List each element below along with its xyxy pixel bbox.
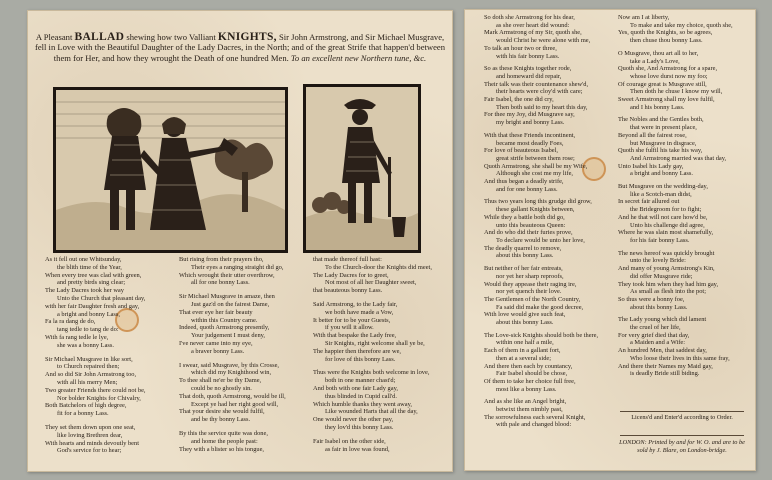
- verse-line: The happier then therefore are we,: [313, 347, 401, 355]
- verse-line: Indeed, quoth Armstrong presently,: [179, 324, 270, 332]
- verse-line: Like wounded Harts that all the day,: [325, 408, 418, 416]
- ballad-column-2: [179, 256, 301, 459]
- stanza: [313, 369, 435, 431]
- tune-note: To an excellent new Northern tune, &c.: [290, 52, 427, 63]
- title-shewing: shewing how two Valliant: [124, 32, 218, 42]
- verse-line: For love of beauteous Isabel,: [484, 147, 559, 155]
- verse-line: Fair Isabel, the one did cry,: [484, 96, 554, 104]
- verse-line: Of courage great is Musgrave still,: [618, 80, 707, 88]
- verse-line: I've never came into my eye,: [179, 339, 253, 347]
- ballad-sheet-right: [464, 9, 756, 471]
- verse-line: my bright and bonny Lass.: [496, 119, 565, 127]
- verse-line: For very grief died that day,: [618, 331, 690, 339]
- verse-line: Quoth Armstrong, she shall be my Wife,: [484, 162, 588, 170]
- verse-line: Beyond all the fairest rose,: [618, 131, 687, 139]
- verse-line: Just gaz'd on the fairest Dame,: [191, 300, 270, 308]
- verse-line: could be no ghostly sin.: [191, 384, 252, 392]
- verse-line: With hearts and minds devoutly bent: [45, 439, 139, 447]
- stanza: [484, 132, 612, 194]
- imprint-rule: [620, 435, 744, 436]
- verse-line: and I his bonny Lass.: [630, 103, 685, 111]
- stanza: [179, 362, 301, 424]
- continuation-column-2: [618, 14, 746, 383]
- woodcut-couple-illustration: [56, 90, 285, 250]
- verse-line: Two greater Friends there could not be,: [45, 386, 146, 394]
- verse-line: Said Armstrong, to the Lady fair,: [313, 300, 398, 308]
- verse-line: and home the people past:: [191, 437, 258, 445]
- stanza: [618, 50, 746, 112]
- verse-line: both in one manner chast'd;: [325, 377, 396, 385]
- verse-line: To make and take my choice, quoth she,: [630, 21, 733, 29]
- verse-line: with all his merry Men;: [57, 378, 118, 386]
- stanza: [484, 198, 612, 260]
- verse-line: and for one bonny Lass.: [496, 185, 558, 193]
- verse-line: And there their Names my Maid gay,: [618, 362, 713, 370]
- verse-line: One would never the other pay,: [313, 416, 394, 424]
- woodcut-couple: [53, 87, 288, 253]
- verse-line: Fair Isabel on the other side,: [313, 437, 386, 445]
- verse-line: we both have made a Vow,: [325, 308, 394, 316]
- verse-line: Their talk was their countenance shew'd,: [484, 80, 589, 88]
- verse-line: Nor bolder Knights for Chivalry,: [57, 394, 141, 402]
- stanza: [45, 424, 167, 455]
- verse-line: Of them to take her choice full free,: [484, 377, 576, 385]
- stanza: [45, 256, 167, 350]
- verse-line: that beauteous bonny Lass.: [313, 287, 383, 295]
- verse-line: In secret fair allured out: [618, 198, 680, 206]
- stanza: [484, 14, 612, 60]
- woodcut-knight-illustration: [306, 87, 418, 250]
- ballad-sheet-left: [27, 10, 453, 472]
- verse-line: a bright and bonny Lass,: [57, 310, 121, 318]
- verse-line: Quoth she fulfil his take his way,: [618, 147, 703, 155]
- verse-line: O Musgrave, thou art all to her,: [618, 49, 699, 57]
- verse-line: While they a battle both did go,: [484, 213, 565, 221]
- stanza: [484, 398, 612, 429]
- verse-line: to Church repaired then;: [57, 363, 120, 371]
- verse-line: the Bridegroom for to fight;: [630, 206, 702, 214]
- verse-line: Fa said did make the good decree,: [496, 303, 584, 311]
- title-ballad-word: BALLAD: [74, 31, 125, 43]
- verse-line: tang tedle to tang de do:: [57, 326, 119, 334]
- verse-line: as fair in love was found,: [325, 445, 390, 453]
- stanza: [618, 116, 746, 178]
- verse-line: Unto his challenge did agree,: [630, 221, 705, 229]
- verse-line: Fa la ra dang de do,: [45, 318, 96, 326]
- stanza: [179, 293, 301, 355]
- verse-line: For thee my Joy, did Musgrave say,: [484, 111, 575, 119]
- title-knights-word: KNIGHTS,: [217, 31, 277, 43]
- verse-line: Now am I at liberty,: [618, 14, 670, 21]
- ballad-column-3: [313, 256, 435, 459]
- verse-line: That doth, quoth Armstrong, would be ill,: [179, 392, 286, 400]
- verse-line: a braver bonny Lass.: [191, 347, 245, 355]
- verse-line: The Nobles and the Gentles both,: [618, 116, 704, 124]
- verse-line: And both with one fair Lady gay,: [313, 384, 398, 392]
- verse-line: did offer Musgrave ride;: [630, 272, 693, 280]
- verse-line: and homeward did repair,: [496, 72, 562, 80]
- verse-line: The Gentlemen of the North Country,: [484, 295, 581, 303]
- verse-line: thus blinded in Cupid call'd.: [325, 392, 397, 400]
- verse-line: Would they appease their raging ire,: [484, 280, 577, 288]
- verse-line: They with a blister so his tongue,: [179, 445, 265, 453]
- stanza: [618, 316, 746, 378]
- verse-line: became most deadly Foes,: [496, 139, 564, 147]
- verse-line: the blith time of the Year,: [57, 263, 122, 271]
- verse-line: unto the lovely Bride:: [630, 257, 686, 265]
- verse-line: And do who did their furies prove,: [484, 229, 573, 237]
- verse-line: I swear, said Musgrave, by this Crosse,: [179, 361, 280, 369]
- verse-line: unto this beauteous Queen:: [496, 221, 566, 229]
- verse-line: most like a bonny Lass.: [496, 385, 557, 393]
- verse-line: By this the service quite was done,: [179, 429, 268, 437]
- verse-line: Thus were the Knights both welcome in love,: [313, 369, 430, 377]
- verse-line: a Maiden and a Wife:: [630, 339, 685, 347]
- verse-line: They took him when they had him gay,: [618, 280, 719, 288]
- verse-line: fit for a bonny Lass.: [57, 410, 109, 418]
- verse-line: whose love durst now my foo;: [630, 72, 708, 80]
- verse-line: Unto the Church that pleasant day,: [57, 294, 146, 302]
- verse-line: Sir Michael Musgrave in like sort,: [45, 355, 133, 363]
- stanza: [313, 301, 435, 363]
- verse-line: And Armstrong married was that day,: [630, 154, 727, 162]
- verse-line: But Musgrave on the wedding-day,: [618, 183, 708, 191]
- verse-line: Your judgement I must deny,: [191, 332, 266, 340]
- verse-line: Yes, quoth the Knights, so be agrees,: [618, 29, 713, 37]
- verse-line: Sir Knights, right welcome shall ye be,: [325, 339, 425, 347]
- verse-line: with pale and changed blood:: [496, 421, 572, 429]
- verse-line: With that bespake the Lady free,: [313, 332, 397, 340]
- verse-line: And as she like an Angel bright,: [484, 398, 567, 406]
- stanza: [618, 14, 746, 45]
- verse-line: It better for to be your Guests,: [313, 316, 391, 324]
- stanza: [179, 256, 301, 287]
- verse-line: And so did Sir John Armstrong too,: [45, 371, 137, 379]
- verse-line: God's service for to hear;: [57, 447, 122, 455]
- verse-line: about this bonny Lass.: [630, 303, 688, 311]
- verse-line: that made thereof full hast:: [313, 256, 382, 263]
- verse-line: And thus began a deadly strife,: [484, 178, 564, 186]
- verse-line: and be thy bonny Lass.: [191, 416, 251, 424]
- verse-line: That your desire she would fulfil,: [179, 408, 265, 416]
- verse-line: for love of this bonny Lass.: [325, 355, 396, 363]
- verse-line: about this bonny Lass.: [496, 252, 554, 260]
- stanza: [45, 356, 167, 418]
- verse-line: To declare would be unto her love,: [496, 236, 585, 244]
- verse-line: They set them down upon one seat,: [45, 423, 136, 431]
- verse-line: Mark Armstrong of my Sir, quoth she,: [484, 29, 582, 37]
- verse-line: a bright and bonny Lass.: [630, 170, 694, 178]
- verse-line: Their eyes a ranging straight did go,: [191, 263, 284, 271]
- verse-line: The Lady young which did lament: [618, 316, 707, 324]
- verse-line: within this Country came.: [191, 316, 258, 324]
- verse-line: Where he was slain most shamefully,: [618, 229, 714, 237]
- stanza: [618, 183, 746, 245]
- verse-line: if you will it allow.: [325, 324, 374, 332]
- verse-line: With that these Friends incontinent,: [484, 131, 576, 139]
- verse-line: with her fair Daughter fresh and gay,: [45, 302, 140, 310]
- stanza: [179, 430, 301, 453]
- verse-line: And many of young Armstrong's Kin,: [618, 265, 715, 273]
- verse-line: Unto Isabel his Lady gay,: [618, 162, 684, 170]
- verse-line: as she over heart did wound:: [496, 21, 570, 29]
- verse-line: So thus were a bonny foe,: [618, 295, 685, 303]
- ballad-title: [33, 32, 447, 63]
- stanza: [484, 332, 612, 394]
- verse-line: nor yet quench their love.: [496, 288, 562, 296]
- verse-line: Which wrought their utter overthrow,: [179, 271, 275, 279]
- woodcut-knight: [303, 84, 421, 253]
- verse-line: Quoth she, And Armstrong for a spare,: [618, 65, 718, 73]
- verse-line: all for one bonny Lass.: [191, 279, 250, 287]
- verse-line: And he that will not care how'd be,: [618, 213, 708, 221]
- stanza: [484, 65, 612, 127]
- verse-line: Not most of all her Daughter sweet,: [325, 279, 417, 287]
- verse-line: To the Church-door the Knights did meet,: [325, 263, 432, 271]
- verse-line: As small as flesh into the pot;: [630, 288, 706, 296]
- verse-line: then chuse thou bonny Lass.: [630, 37, 703, 45]
- verse-line: Sweet Armstrong shall my love fulfil,: [618, 96, 715, 104]
- verse-line: Except ye had her right good will,: [191, 400, 279, 408]
- verse-line: But neither of her fair entreats,: [484, 265, 563, 273]
- stanza: [313, 438, 435, 454]
- verse-line: is deadly Bride still biding.: [630, 370, 700, 378]
- verse-line: betwixt them nimbly past,: [496, 406, 563, 414]
- verse-line: about this bonny Lass.: [496, 319, 554, 327]
- verse-line: When every tree was clad with green,: [45, 271, 142, 279]
- verse-line: And there then each by countancy,: [484, 362, 573, 370]
- verse-line: for his fair bonny Lass.: [630, 236, 690, 244]
- verse-line: The deadly quarrel to remove,: [484, 244, 562, 252]
- verse-line: With fa rang tedle le lye,: [45, 333, 109, 341]
- verse-line: The news hereof was quickly brought: [618, 249, 715, 257]
- verse-line: The Lady Dacres took her way: [45, 287, 124, 295]
- continuation-column-1: [484, 14, 612, 434]
- licence-line: Licens'd and Enter'd according to Order.: [631, 414, 733, 421]
- verse-line: that were in present place,: [630, 124, 697, 132]
- verse-line: Although she cost me my life,: [496, 170, 574, 178]
- verse-line: take a Lady's Love,: [630, 57, 680, 65]
- verse-line: like a Scotch-man didst,: [630, 190, 692, 198]
- licence-rule-top: [620, 411, 744, 412]
- verse-line: within one half a mile,: [496, 339, 554, 347]
- stanza: [313, 256, 435, 295]
- verse-line: nor yet her sharp reproofs,: [496, 272, 564, 280]
- verse-line: these gallant Knights between,: [496, 206, 575, 214]
- stanza: [484, 265, 612, 327]
- verse-line: Who loose their lives in this same fray,: [630, 354, 730, 362]
- verse-line: she was a bonny Lass.: [57, 341, 114, 349]
- verse-line: Fair Isabel should be chose,: [496, 370, 568, 378]
- stanza: [618, 250, 746, 312]
- verse-line: would Christ he were alone with me,: [496, 37, 591, 45]
- verse-line: The Love-sick Knights should both be there,: [484, 331, 599, 339]
- verse-line: Then both said to my heart this day,: [496, 103, 588, 111]
- verse-line: That ever eye her fair beauty: [179, 308, 253, 316]
- verse-line: they lov'd this bonny Lass.: [325, 423, 394, 431]
- verse-line: As it fell out one Whitsunday,: [45, 256, 122, 263]
- imprint-line: LONDON: Printed by and for W. O. and are to be sold by J. Blare, on London-bridge.: [619, 439, 745, 454]
- title-rest: Sir John Armstrong, and Sir Michael Musgrave, fell in Love with the Beautiful Daughter of the Lady Dacres, in the North; and of the great Strife that happen'd between them for Her, and how they wrought the Death of one hundred Men.: [34, 32, 446, 63]
- ballad-column-1: [45, 256, 167, 461]
- verse-line: With love would give such feat,: [484, 311, 566, 319]
- verse-line: which did my Knighthood win,: [191, 369, 272, 377]
- verse-line: An hundred Men, that saddest day,: [618, 347, 707, 355]
- verse-line: Then doth he chuse I know my will,: [630, 88, 723, 96]
- verse-line: Both Batchelors of high degree,: [45, 402, 127, 410]
- verse-line: then at a several side;: [496, 354, 552, 362]
- verse-line: To talk an hour two or three,: [484, 44, 557, 52]
- verse-line: the cruel of her life,: [630, 324, 681, 332]
- verse-line: But rising from their prayers tho,: [179, 256, 264, 263]
- verse-line: The sorrowfulness each several Knight,: [484, 413, 586, 421]
- verse-line: The Lady Dacres for to greet,: [313, 271, 389, 279]
- title-prefix: A Pleasant: [35, 32, 75, 42]
- verse-line: with his fair bonny Lass.: [496, 52, 560, 60]
- verse-line: So as these Knights together rode,: [484, 65, 572, 73]
- verse-line: their hearts were cloy'd with care;: [496, 88, 583, 96]
- verse-line: and pretty birds sing clear;: [57, 279, 126, 287]
- verse-line: like loving Brethren dear,: [57, 431, 123, 439]
- verse-line: So doth she Armstrong for his dear,: [484, 14, 575, 21]
- verse-line: Which humble thanks they went away,: [313, 400, 412, 408]
- verse-line: To thee shall ne'er be thy Dame,: [179, 377, 262, 385]
- verse-line: but Musgrave in disgrace,: [630, 139, 697, 147]
- verse-line: Thus two years long this grudge did grow,: [484, 198, 592, 206]
- verse-line: Sir Michael Musgrave in amaze, then: [179, 293, 275, 301]
- verse-line: Each of them in a gallant fort,: [484, 347, 561, 355]
- verse-line: great strife between them rose;: [496, 154, 575, 162]
